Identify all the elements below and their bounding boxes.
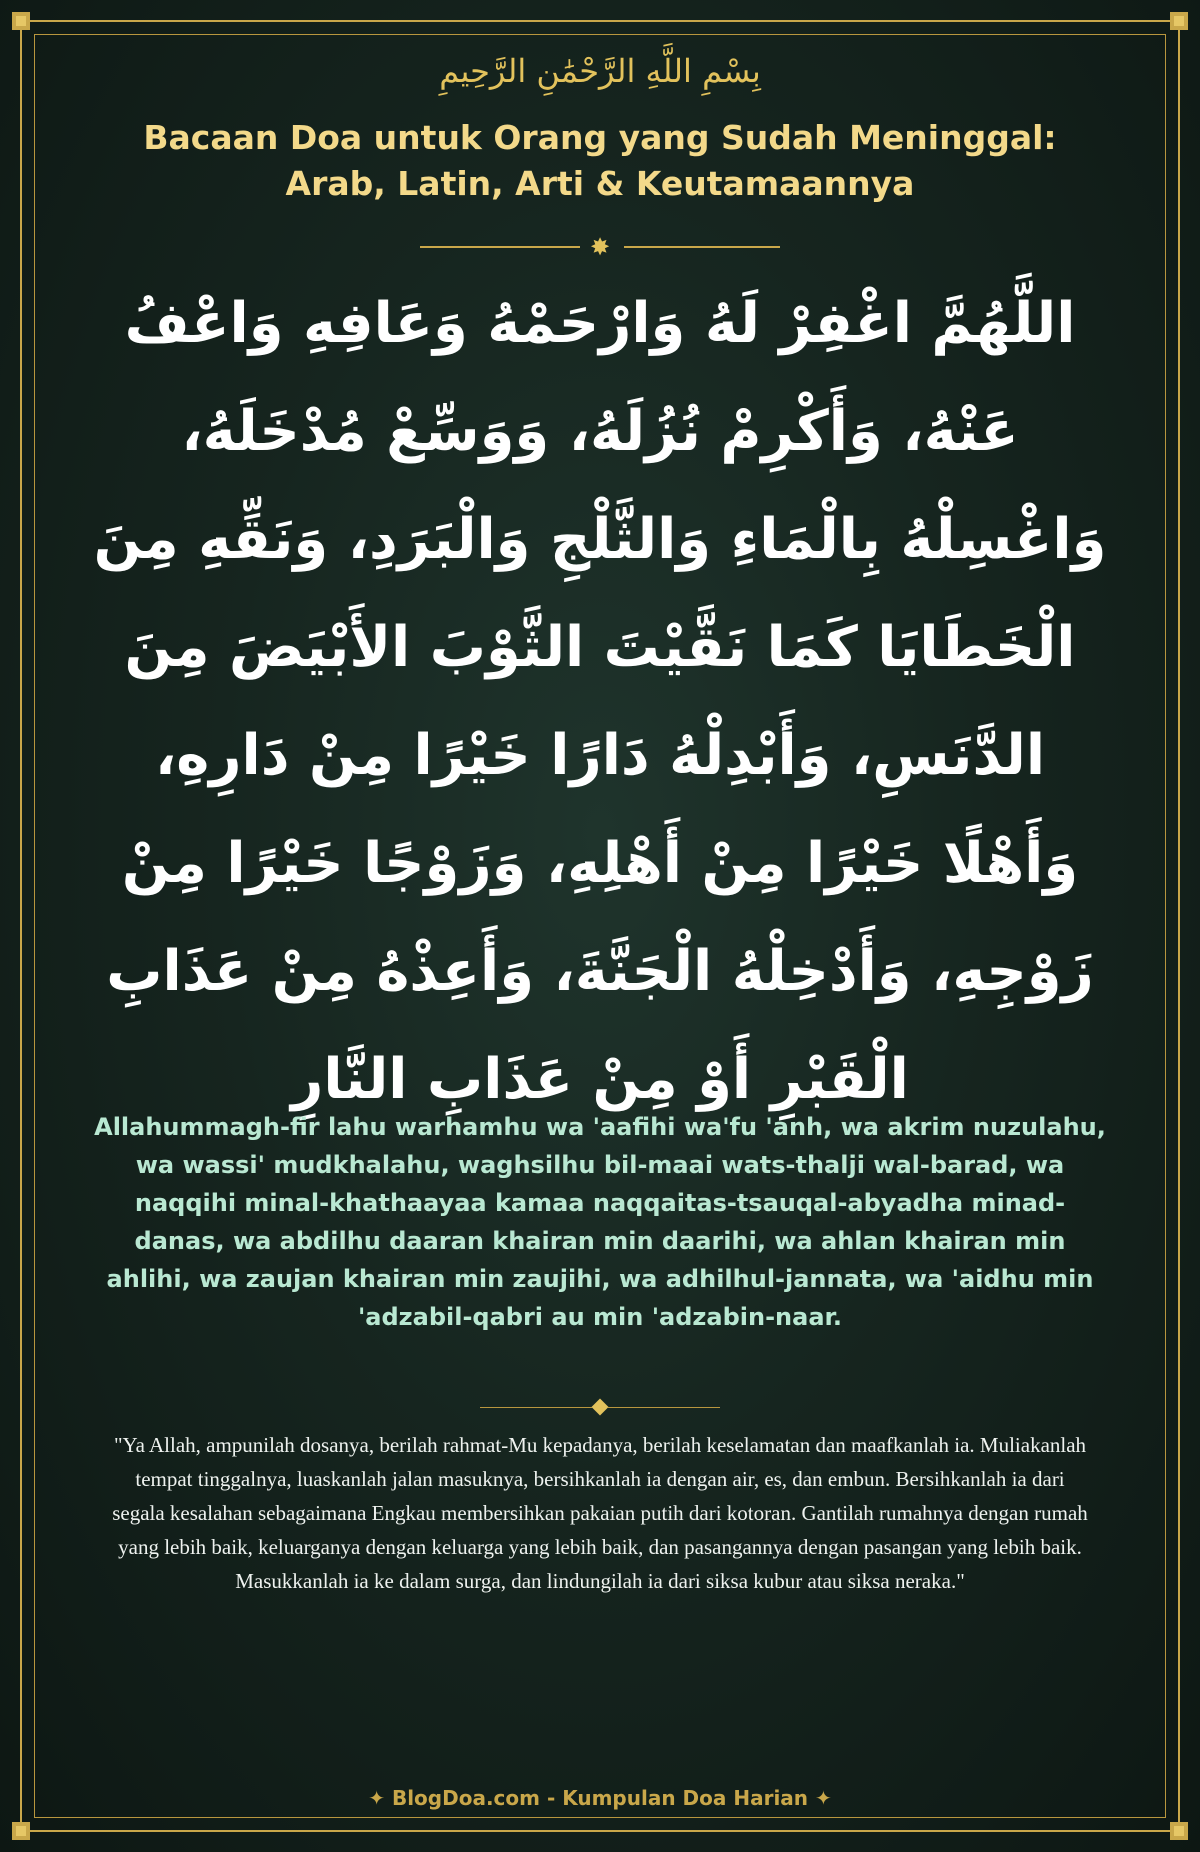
indonesian-translation: "Ya Allah, ampunilah dosanya, berilah rahmat-Mu kepadanya, berilah keselamatan dan maafkanlah ia. Muliakanlah tempat tinggalnya, luaskanlah jalan masuknya, bersihkanlah ia dengan air, es, dan embun. Bersihkanlah ia dari segala kesalahan sebagaimana Engkau membersihkan pakaian putih dari kotoran. Gantilah rumahnya dengan rumah yang lebih baik, keluarganya dengan keluarga yang lebih baik, dan pasangannya dengan pasangan yang lebih baik. Masukkanlah ia ke dalam surga, dan lindungilah ia dari siksa kubur atau siksa neraka." bbox=[112, 1433, 1088, 1593]
corner-ornament-top-left bbox=[12, 12, 30, 30]
diamond-ornament-icon bbox=[592, 1399, 609, 1416]
divider-line-left bbox=[420, 246, 580, 248]
star-ornament-icon: ✸ bbox=[589, 233, 611, 261]
page-title: Bacaan Doa untuk Orang yang Sudah Meninggal: Arab, Latin, Arti & Keutamaannya bbox=[143, 118, 1057, 203]
bismillah: بِسْمِ اللَّهِ الرَّحْمَٰنِ الرَّحِيمِ bbox=[439, 52, 761, 90]
latin-transliteration: Allahummagh-fir lahu warhamhu wa 'aafihi wa'fu 'anh, wa akrim nuzulahu, wa wassi' mudkhalahu, waghsilhu bil-maai wats-thalji wal-barad, wa naqqihi minal-khathaayaa kamaa naqqaitas-tsauqal-abyadha minad-danas, wa abdilhu daaran khairan min daarihi, wa ahlan khairan min ahlihi, wa zaujan khairan min zaujihi, wa adhilhul-jannata, wa 'aidhu min 'adzabil-qabri au min 'adzabin-naar. bbox=[94, 1113, 1106, 1331]
corner-ornament-top-right bbox=[1170, 12, 1188, 30]
corner-ornament-bottom-right bbox=[1170, 1822, 1188, 1840]
arabic-text: اللَّهُمَّ اغْفِرْ لَهُ وَارْحَمْهُ وَعَافِهِ وَاعْفُ عَنْهُ، وَأَكْرِمْ نُزُلَهُ، وَوَسِّعْ مُدْخَلَهُ، وَاغْسِلْهُ بِالْمَاءِ وَالثَّلْجِ وَالْبَرَدِ، وَنَقِّهِ مِنَ الْخَطَايَا كَمَا نَقَّيْتَ الثَّوْبَ الأَبْيَضَ مِنَ الدَّنَسِ، وَأَبْدِلْهُ دَارًا خَيْرًا مِنْ دَارِهِ، وَأَهْلًا خَيْرًا مِنْ أَهْلِهِ، وَزَوْجًا خَيْرًا مِنْ زَوْجِهِ، وَأَدْخِلْهُ الْجَنَّةَ، وَأَعِذْهُ مِنْ عَذَابِ الْقَبْرِ أَوْ مِنْ عَذَابِ النَّارِ bbox=[93, 291, 1107, 1112]
ornament-divider bbox=[0, 233, 1200, 261]
divider-line-left bbox=[480, 1407, 592, 1408]
corner-ornament-bottom-left bbox=[12, 1822, 30, 1840]
footer-credit: ✦ BlogDoa.com - Kumpulan Doa Harian ✦ bbox=[368, 1786, 832, 1810]
divider-line-right bbox=[608, 1407, 720, 1408]
small-divider bbox=[0, 1400, 1200, 1416]
divider-line-right bbox=[624, 246, 780, 248]
